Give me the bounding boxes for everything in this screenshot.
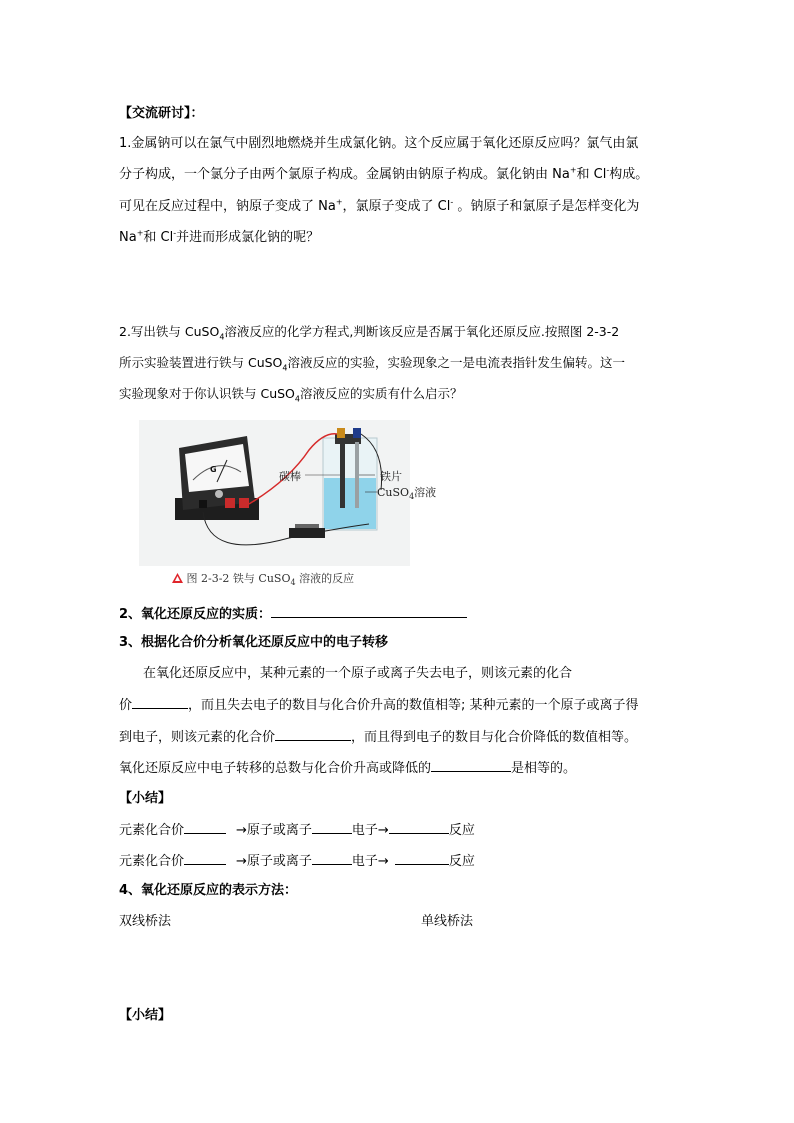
paragraph-line-2: 价 ，而且失去电子的数目与化合价升高的数值相等; 某种元素的一个原子或离子得 bbox=[119, 694, 639, 716]
q1-line-4: Na+和 Cl-并进而形成氯化钠的呢？ bbox=[119, 228, 320, 245]
heading-summary-1: 【小结】 bbox=[119, 791, 172, 806]
switch bbox=[289, 528, 325, 538]
carbon-rod bbox=[340, 442, 345, 508]
terminal-black bbox=[199, 500, 207, 508]
single-bridge-method: 单线桥法 bbox=[421, 914, 474, 929]
experiment-illustration bbox=[139, 420, 410, 566]
blank-essence[interactable] bbox=[271, 603, 467, 618]
q1-line-2: 分子构成，一个氯分子由两个氯原子构成。金属钠由钠原子构成。氯化钠由 Na+和 Cl-构成。 bbox=[119, 165, 649, 182]
blank-s2-b[interactable] bbox=[312, 850, 352, 865]
paragraph-line-3: 到电子，则该元素的化合价 ，而且得到电子的数目与化合价降低的数值相等。 bbox=[119, 726, 637, 748]
summary-row-2: 元素化合价 →原子或离子 电子→ 反应 bbox=[119, 850, 475, 872]
blank-s1-a[interactable] bbox=[184, 819, 226, 834]
q2-line-2: 所示实验装置进行铁与 CuSO$_4$溶液反应的实验，实验现象之一是电流表指针发生偏转。这一 bbox=[119, 355, 626, 373]
blank-total[interactable] bbox=[431, 757, 511, 772]
paragraph-line-4: 氧化还原反应中电子转移的总数与化合价升高或降低的 是相等的。 bbox=[119, 757, 576, 779]
heading-summary-2: 【小结】 bbox=[119, 1008, 172, 1023]
heading-discussion: 【交流研讨】： bbox=[119, 106, 204, 121]
heading-representation: 4、氧化还原反应的表示方法： bbox=[119, 883, 298, 898]
double-bridge-method: 双线桥法 bbox=[119, 914, 172, 929]
iron-strip bbox=[355, 442, 359, 508]
meter-knob bbox=[215, 490, 223, 498]
meter-letter: G bbox=[210, 465, 217, 474]
terminal-red bbox=[225, 498, 235, 508]
blank-s2-a[interactable] bbox=[184, 850, 226, 865]
label-solution: CuSO$_4$溶液 bbox=[377, 486, 437, 502]
blank-valence-fall[interactable] bbox=[275, 726, 351, 741]
q2-line-1: 2.写出铁与 CuSO$_4$溶液反应的化学方程式,判断该反应是否属于氧化还原反应.按照图 2-3-2 bbox=[119, 324, 620, 342]
cuso4-solution bbox=[324, 478, 376, 529]
blank-s1-b[interactable] bbox=[312, 819, 352, 834]
label-iron-strip: 铁片 bbox=[380, 470, 402, 483]
blank-s2-c[interactable] bbox=[395, 850, 449, 865]
summary-row-1: 元素化合价 →原子或离子 电子→ 反应 bbox=[119, 819, 475, 841]
q2-line-3: 实验现象对于你认识铁与 CuSO$_4$溶液反应的实质有什么启示？ bbox=[119, 386, 463, 404]
q1-line-1: 1.金属钠可以在氯气中剧烈地燃烧并生成氯化钠。这个反应属于氧化还原反应吗？氯气由氯 bbox=[119, 136, 639, 151]
figure-caption: 图 2-3-2 铁与 CuSO$_4$ 溶液的反应 bbox=[172, 570, 354, 586]
experiment-figure bbox=[139, 420, 437, 566]
heading-essence: 2、氧化还原反应的实质： bbox=[119, 603, 467, 625]
blank-valence-rise[interactable] bbox=[132, 694, 188, 709]
label-carbon-rod: 碳棒 bbox=[279, 470, 301, 483]
heading-electron-transfer: 3、根据化合价分析氧化还原反应中的电子转移 bbox=[119, 635, 389, 650]
paragraph-line-1: 在氧化还原反应中，某种元素的一个原子或离子失去电子，则该元素的化合 bbox=[143, 666, 573, 681]
blank-s1-c[interactable] bbox=[389, 819, 449, 834]
q1-line-3: 可见在反应过程中，钠原子变成了 Na+，氯原子变成了 Cl- 。钠原子和氯原子是怎样变化为 bbox=[119, 197, 640, 214]
caption-triangle-icon bbox=[172, 573, 183, 583]
